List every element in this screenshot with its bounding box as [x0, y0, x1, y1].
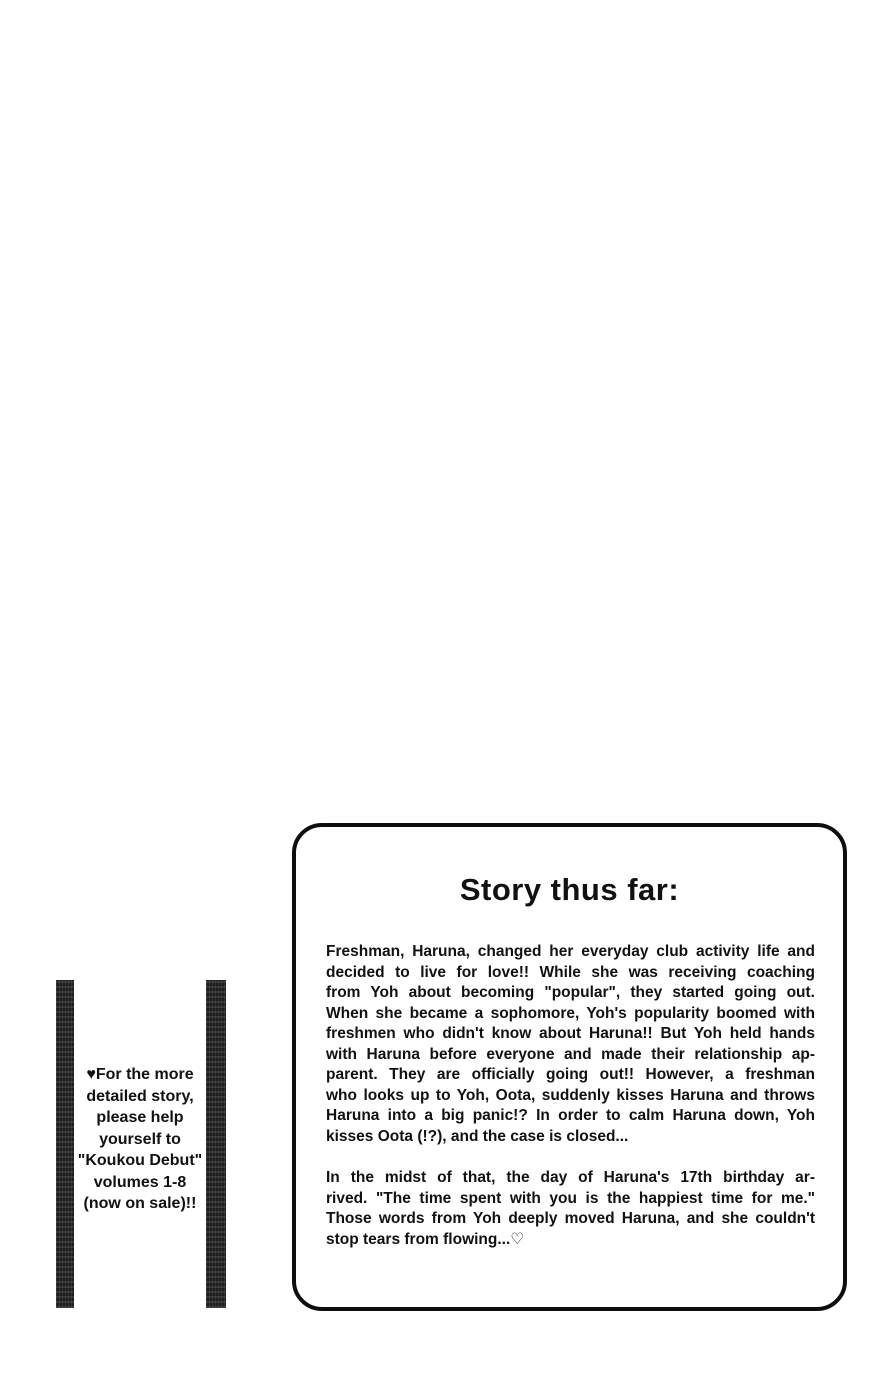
text-line: freshmen who didn't know about Haruna!! But Yoh held hands: [326, 1025, 815, 1042]
text-line: rived. "The time spent with you is the happiest time for me.": [326, 1189, 815, 1207]
text-line: Haruna into a big panic!? In order to calm Haruna down, Yoh: [326, 1107, 815, 1124]
text-line: volumes 1-8: [93, 1173, 187, 1191]
text-line: "Koukou Debut": [77, 1152, 203, 1169]
text-line: decided to live for love!! While she was receiving coaching: [326, 963, 815, 981]
text-line: ♥For the more: [86, 1066, 194, 1083]
text-line: detailed story,: [86, 1087, 194, 1105]
text-line: please help: [96, 1109, 184, 1126]
story-paragraph-1: [326, 942, 815, 1147]
text-line: (now on sale)!!: [83, 1195, 197, 1212]
text-line: parent. They are officially going out!! However, a freshman: [326, 1066, 815, 1083]
text-line: from Yoh about becoming "popular", they started going out.: [326, 984, 815, 1001]
text-line: with Haruna before everyone and made their relationship ap-: [326, 1045, 815, 1063]
text-line: stop tears from flowing...♡: [326, 1230, 525, 1248]
story-body: [326, 942, 815, 1250]
story-box: [292, 823, 847, 1311]
story-title: Story thus far:: [459, 872, 680, 907]
text-line: kisses Oota (!?), and the case is closed...: [326, 1127, 629, 1145]
text-line: In the midst of that, the day of Haruna's 17th birthday ar-: [326, 1169, 815, 1186]
text-line: Freshman, Haruna, changed her everyday club activity life and: [326, 943, 815, 960]
text-line: who looks up to Yoh, Oota, suddenly kisses Haruna and throws: [326, 1086, 815, 1104]
story-paragraph-2: [326, 1168, 815, 1250]
text-line: yourself to: [99, 1130, 181, 1148]
text-line: When she became a sophomore, Yoh's popularity boomed with: [326, 1004, 815, 1022]
text-line: Those words from Yoh deeply moved Haruna, and she couldn't: [326, 1210, 815, 1227]
publisher-note: [68, 1064, 212, 1215]
